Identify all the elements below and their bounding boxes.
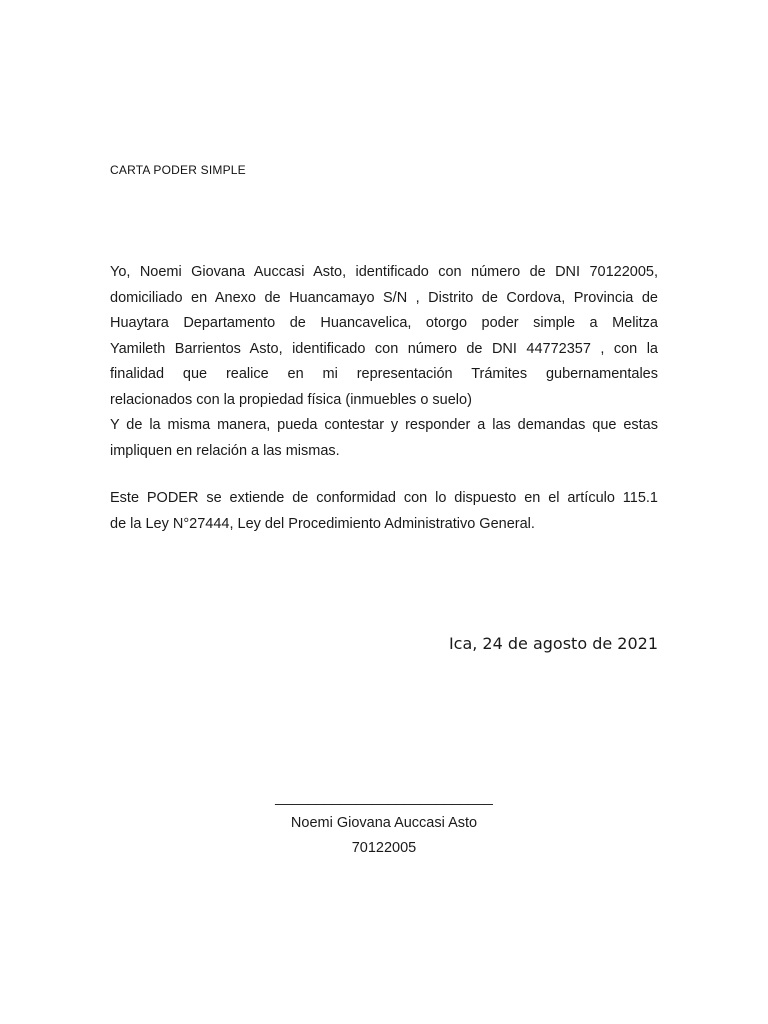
signer-name: Noemi Giovana Auccasi Asto	[290, 815, 478, 831]
paragraph-line: Yamileth Barrientos Asto, identificado con número de DNI 44772357 , con la	[110, 340, 658, 357]
paragraph-line: Este PODER se extiende de conformidad con lo dispuesto en el artículo 115.1	[110, 490, 658, 506]
paragraph-line: relacionados con la propiedad física (inmuebles o suelo)	[110, 391, 472, 408]
document-title: CARTA PODER SIMPLE	[110, 163, 246, 177]
paragraph-line: impliquen en relación a las mismas.	[110, 442, 340, 459]
paragraph-line: finalidad que realice en mi representación Trámites gubernamentales	[110, 366, 658, 382]
paragraph-line: Y de la misma manera, pueda contestar y responder a las demandas que estas	[110, 417, 658, 433]
legal-basis-paragraph	[110, 486, 658, 537]
paragraph-line: de la Ley N°27444, Ley del Procedimiento Administrativo General.	[110, 515, 535, 532]
signature-line: ___________________________	[275, 790, 493, 806]
paragraph-line: Yo, Noemi Giovana Auccasi Asto, identificado con número de DNI 70122005,	[110, 264, 658, 280]
place-date: Ica, 24 de agosto de 2021	[448, 634, 658, 653]
signature-block	[250, 786, 518, 861]
paragraph-line: domiciliado en Anexo de Huancamayo S/N , Distrito de Cordova, Provincia de	[110, 289, 658, 306]
power-paragraph	[110, 260, 658, 464]
signer-dni: 70122005	[351, 840, 417, 856]
paragraph-line: Huaytara Departamento de Huancavelica, otorgo poder simple a Melitza	[110, 315, 658, 331]
